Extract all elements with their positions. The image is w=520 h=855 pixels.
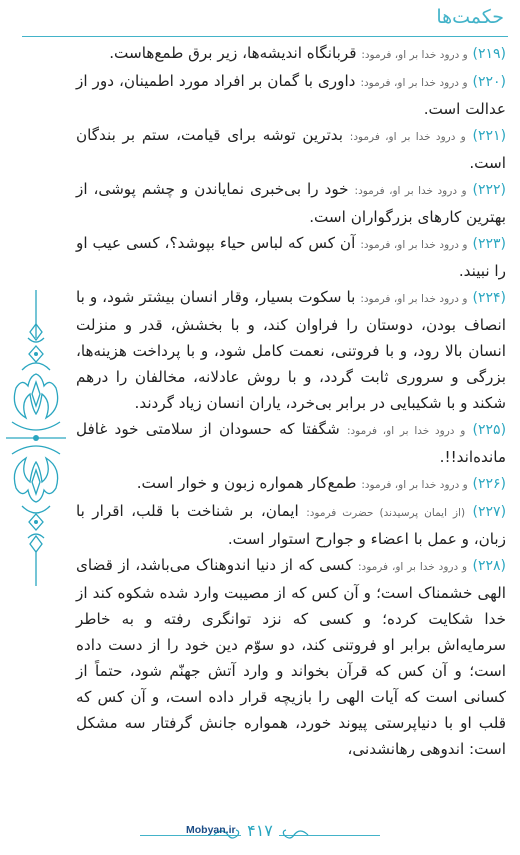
saying-paragraph bbox=[76, 40, 506, 68]
saying-paragraph bbox=[76, 552, 506, 762]
saying-text: آن کس که لباس حیاء بپوشد؟، کسی عیب او را نبیند. bbox=[76, 234, 506, 280]
saying-intro: و درود خدا بر او، فرمود: bbox=[361, 479, 468, 491]
page-header bbox=[0, 0, 520, 36]
saying-intro: و درود خدا بر او، فرمود: bbox=[349, 131, 466, 143]
site-brand: Mobyan.ir bbox=[186, 824, 236, 836]
saying-number: (۲۲۱) bbox=[472, 128, 507, 144]
page-footer bbox=[0, 815, 520, 855]
saying-number: (۲۲۵) bbox=[472, 422, 507, 438]
saying-paragraph bbox=[76, 416, 506, 470]
saying-intro: (از ایمان پرسیدند) حضرت فرمود: bbox=[306, 507, 466, 519]
saying-number: (۲۱۹) bbox=[472, 46, 506, 62]
saying-intro: و درود خدا بر او، فرمود: bbox=[361, 49, 468, 61]
saying-intro: و درود خدا بر او، فرمود: bbox=[360, 239, 468, 251]
saying-paragraph bbox=[76, 122, 506, 176]
saying-number: (۲۲۲) bbox=[472, 182, 507, 198]
saying-number: (۲۲۴) bbox=[472, 290, 506, 306]
saying-intro: و درود خدا بر او، فرمود: bbox=[354, 185, 467, 197]
saying-paragraph bbox=[76, 284, 506, 416]
saying-paragraph bbox=[76, 470, 506, 498]
saying-intro: و درود خدا بر او، فرمود: bbox=[360, 77, 468, 89]
saying-text: ایمان، بر شناخت با قلب، اقرار با زبان، و عمل با اعضاء و جوارح استوار است. bbox=[76, 502, 506, 548]
saying-text: کسی که از دنیا اندوهناک می‌باشد، از قضای الهی خشمناک است؛ و آن کس که از مصیبت وارد شده شکوه کند از خدا شکایت کرده؛ و کسی که نزد توانگری رفته و به خاطر سرمایه‌اش برابر او فروتنی کند، دو سوّم دین خود را از دست داده است؛ و آن کس که قرآن بخواند و وارد آتش جهنّم شود، حتماً از کسانی است که آیات الهی را بازیچه قرار داده است، و آن کس که قلب او با دنیاپرستی پیوند خورد، همواره جانش گرفتار سه مشکل است: اندوهی رهانشدنی، bbox=[76, 556, 506, 758]
saying-paragraph bbox=[76, 68, 506, 122]
page-number: ۴۱۷ bbox=[241, 821, 279, 840]
saying-number: (۲۲۸) bbox=[472, 558, 507, 574]
saying-intro: و درود خدا بر او، فرمود: bbox=[360, 293, 468, 305]
swirl-ornament-icon bbox=[280, 825, 310, 845]
saying-text: طمع‌کار همواره زبون و خوار است. bbox=[136, 474, 357, 492]
saying-text: خود را بی‌خبری نمایاندن و چشم پوشی، از بهترین کارهای بزرگواران است. bbox=[76, 180, 506, 226]
saying-paragraph bbox=[76, 230, 506, 284]
saying-text: شگفتا که حسودان از سلامتی خود غافل مانده‌اند!!. bbox=[76, 420, 506, 466]
sayings-content bbox=[76, 40, 506, 762]
saying-text: داوری با گمان بر افراد مورد اطمینان، دور از عدالت است. bbox=[76, 72, 506, 118]
saying-number: (۲۲۰) bbox=[472, 74, 507, 90]
saying-number: (۲۲۳) bbox=[472, 236, 506, 252]
saying-number: (۲۲۷) bbox=[472, 504, 507, 520]
saying-intro: و درود خدا بر او، فرمود: bbox=[357, 561, 468, 573]
saying-number: (۲۲۶) bbox=[472, 476, 506, 492]
saying-text: بدترین توشه برای قیامت، ستم بر بندگان است. bbox=[76, 126, 506, 172]
saying-intro: و درود خدا بر او، فرمود: bbox=[346, 425, 466, 437]
saying-paragraph bbox=[76, 498, 506, 552]
saying-paragraph bbox=[76, 176, 506, 230]
saying-text: قربانگاه اندیشه‌ها، زیر برق طمع‌هاست. bbox=[109, 44, 357, 62]
saying-text: با سکوت بسیار، وقار انسان بیشتر شود، و با انصاف بودن، دوستان را فراوان کند، و با بخشش، قدر و منزلت انسان بالا رود، و با فروتنی، نعمت کامل شود، و با پرداخت هزینه‌ها، بزرگی و سروری ثابت گردد، و با روش عادلانه، مخالفان را درهم شکند و با شکیبایی در برابر بی‌خرد، یاران انسان زیاد گردند. bbox=[76, 288, 506, 412]
floral-ornament-icon bbox=[6, 290, 66, 586]
header-divider bbox=[22, 36, 508, 37]
page-title: حکمت‌ها bbox=[436, 6, 504, 28]
